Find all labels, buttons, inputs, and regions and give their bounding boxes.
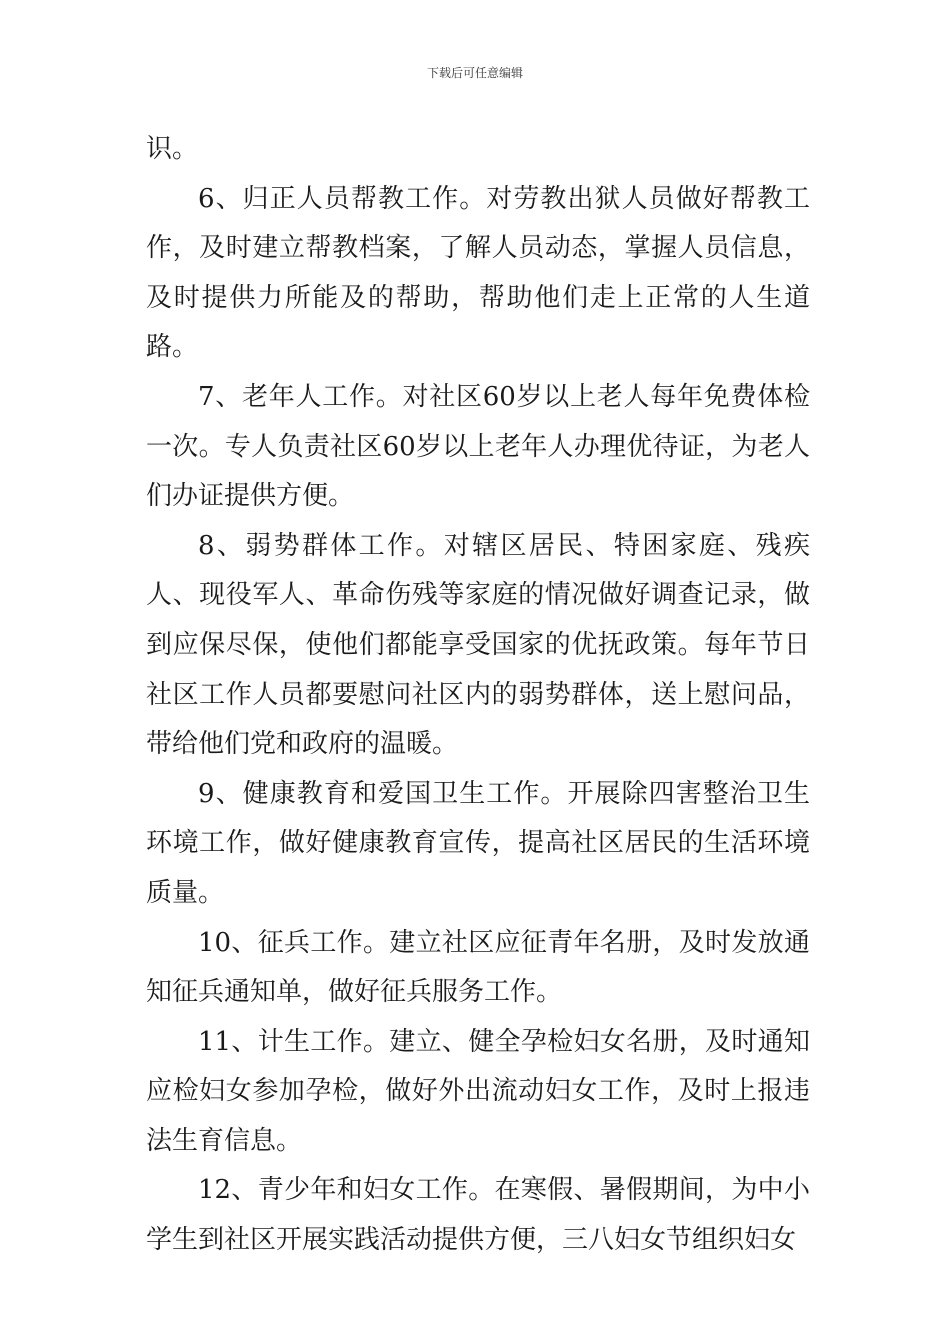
paragraph-item-9: 9、健康教育和爱国卫生工作。开展除四害整治卫生环境工作，做好健康教育宣传，提高社区居民的生活环境质量。 [146,778,810,908]
paragraph-item-12: 12、青少年和妇女工作。在寒假、暑假期间，为中小学生到社区开展实践活动提供方便，三八妇女节组织妇女 [146,1175,810,1256]
paragraph-item-11: 11、计生工作。建立、健全孕检妇女名册，及时通知应检妇女参加孕检，做好外出流动妇女工作，及时上报违法生育信息。 [146,1026,810,1156]
paragraph-item-10: 10、征兵工作。建立社区应征青年名册，及时发放通知征兵通知单，做好征兵服务工作。 [146,927,810,1008]
paragraph-item-7: 7、老年人工作。对社区60岁以上老人每年免费体检一次。专人负责社区60岁以上老年人办理优待证，为老人们办证提供方便。 [146,381,810,512]
document-body [146,125,810,1266]
paragraph-item-6: 6、归正人员帮教工作。对劳教出狱人员做好帮教工作，及时建立帮教档案，了解人员动态，掌握人员信息，及时提供力所能及的帮助，帮助他们走上正常的人生道路。 [146,183,810,363]
paragraph-continuation: 识。 [146,134,199,164]
page-header: 下载后可任意编辑 [426,66,523,80]
paragraph-item-8: 8、弱势群体工作。对辖区居民、特困家庭、残疾人、现役军人、革命伤残等家庭的情况做好调查记录，做到应保尽保，使他们都能享受国家的优抚政策。每年节日社区工作人员都要慰问社区内的弱势群体，送上慰问品，带给他们党和政府的温暖。 [146,530,810,760]
